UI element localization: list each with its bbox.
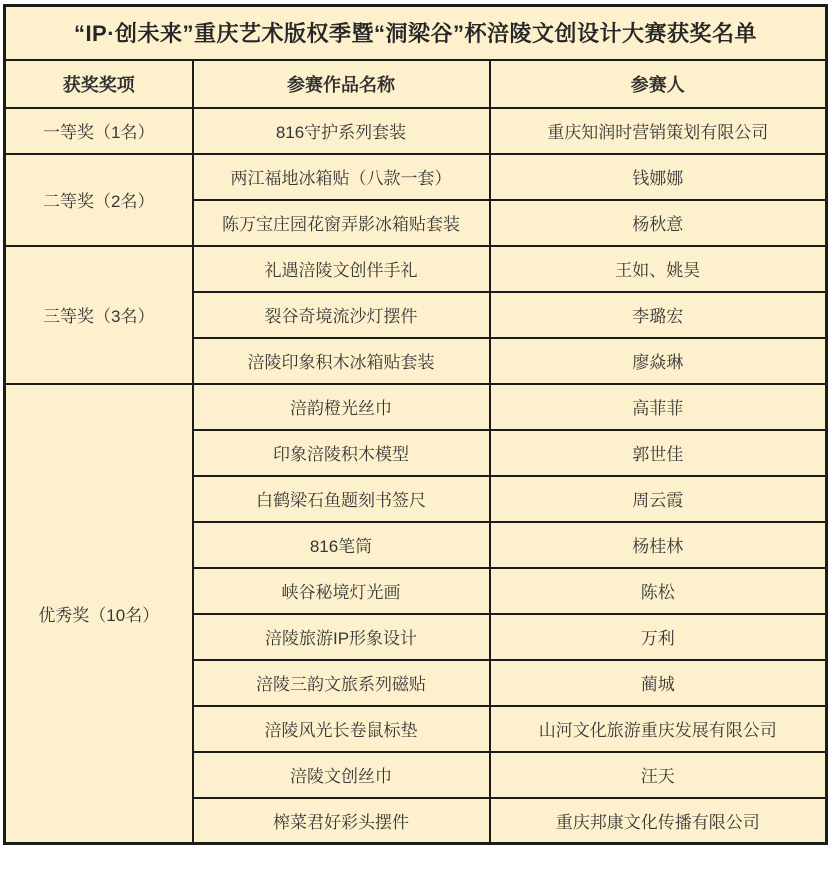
work-name-cell: 涪陵三韵文旅系列磁贴	[193, 660, 490, 706]
header-row	[5, 60, 827, 108]
work-name-cell: 涪陵旅游IP形象设计	[193, 614, 490, 660]
table-row	[5, 384, 827, 430]
participant-cell: 周云霞	[490, 476, 827, 522]
participant-cell: 王如、姚昊	[490, 246, 827, 292]
participant-cell: 山河文化旅游重庆发展有限公司	[490, 706, 827, 752]
work-name-cell: 816笔筒	[193, 522, 490, 568]
participant-cell: 杨秋意	[490, 200, 827, 246]
column-header-participant: 参赛人	[490, 60, 827, 108]
table-row	[5, 246, 827, 292]
page-title: “IP·创未来”重庆艺术版权季暨“洞梁谷”杯涪陵文创设计大赛获奖名单	[5, 6, 827, 60]
participant-cell: 陈松	[490, 568, 827, 614]
participant-cell: 高菲菲	[490, 384, 827, 430]
participant-cell: 钱娜娜	[490, 154, 827, 200]
work-name-cell: 涪陵风光长卷鼠标垫	[193, 706, 490, 752]
work-name-cell: 涪陵文创丝巾	[193, 752, 490, 798]
participant-cell: 万利	[490, 614, 827, 660]
award-category-cell: 二等奖（2名）	[5, 154, 193, 246]
table-row	[5, 154, 827, 200]
column-header-award: 获奖奖项	[5, 60, 193, 108]
work-name-cell: 印象涪陵积木模型	[193, 430, 490, 476]
work-name-cell: 榨菜君好彩头摆件	[193, 798, 490, 844]
participant-cell: 蔺城	[490, 660, 827, 706]
column-header-work: 参赛作品名称	[193, 60, 490, 108]
work-name-cell: 峡谷秘境灯光画	[193, 568, 490, 614]
participant-cell: 杨桂林	[490, 522, 827, 568]
work-name-cell: 涪韵橙光丝巾	[193, 384, 490, 430]
title-row	[5, 6, 827, 60]
participant-cell: 重庆邦康文化传播有限公司	[490, 798, 827, 844]
work-name-cell: 两江福地冰箱贴（八款一套）	[193, 154, 490, 200]
participant-cell: 重庆知润时营销策划有限公司	[490, 108, 827, 154]
work-name-cell: 礼遇涪陵文创伴手礼	[193, 246, 490, 292]
award-category-cell: 优秀奖（10名）	[5, 384, 193, 844]
participant-cell: 李璐宏	[490, 292, 827, 338]
award-category-cell: 一等奖（1名）	[5, 108, 193, 154]
work-name-cell: 裂谷奇境流沙灯摆件	[193, 292, 490, 338]
award-table	[3, 4, 828, 845]
table-row	[5, 108, 827, 154]
participant-cell: 廖焱琳	[490, 338, 827, 384]
participant-cell: 郭世佳	[490, 430, 827, 476]
work-name-cell: 白鹤梁石鱼题刻书签尺	[193, 476, 490, 522]
participant-cell: 汪天	[490, 752, 827, 798]
work-name-cell: 816守护系列套装	[193, 108, 490, 154]
award-category-cell: 三等奖（3名）	[5, 246, 193, 384]
work-name-cell: 涪陵印象积木冰箱贴套装	[193, 338, 490, 384]
table-body	[5, 108, 827, 844]
work-name-cell: 陈万宝庄园花窗弄影冰箱贴套装	[193, 200, 490, 246]
